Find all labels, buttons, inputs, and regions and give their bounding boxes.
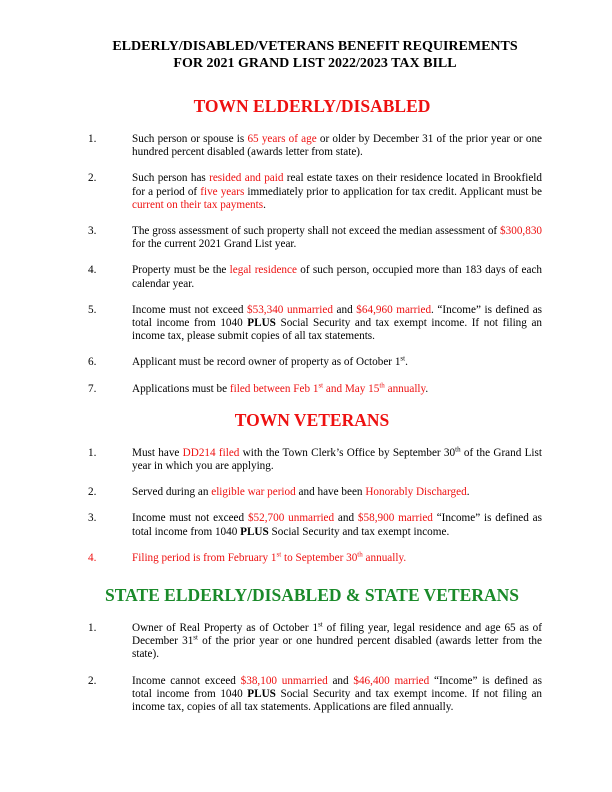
highlighted-text: DD214 filed — [182, 446, 240, 459]
item-number: 4. — [88, 551, 97, 564]
list-item — [82, 356, 542, 369]
text-run: and — [327, 674, 354, 687]
item-number: 3. — [88, 225, 97, 238]
item-text — [132, 225, 542, 251]
text-run: and — [332, 303, 357, 316]
item-text — [132, 447, 542, 473]
text-run: and have been — [295, 486, 366, 499]
item-number: 2. — [88, 674, 97, 687]
highlighted-text: Honorably Discharged — [365, 486, 467, 499]
list-item — [82, 380, 542, 396]
text-run: Owner of Real Property as of October 1 — [132, 622, 319, 635]
text-run: . “Income” is defined as total income from 1040 — [132, 303, 543, 330]
item-text — [132, 552, 542, 565]
item-text — [132, 622, 542, 662]
text-run: Filing period is from February 1 — [132, 551, 277, 564]
section-list-state — [82, 622, 542, 714]
text-run: of filing year, legal residence and age 65 as of December 31 — [132, 622, 542, 648]
highlighted-text: and May 15 — [323, 382, 380, 395]
highlighted-text: eligible war period — [211, 486, 296, 499]
text-run: Served during an — [132, 486, 212, 499]
text-run: real estate taxes on their residence located in Brookfield for a period of — [132, 172, 542, 198]
item-number: 1. — [88, 133, 97, 145]
list-item — [82, 552, 542, 565]
item-text — [132, 486, 542, 499]
item-number: 3. — [88, 512, 97, 525]
item-number: 5. — [88, 303, 97, 316]
text-run: PLUS — [247, 687, 276, 700]
text-run: . — [425, 382, 429, 395]
list-item — [82, 172, 542, 212]
item-text — [132, 172, 542, 212]
text-run: Such person has — [132, 172, 210, 185]
highlighted-text: filed between Feb 1 — [229, 382, 319, 395]
text-run: of the Grand List year in which you are applying. — [132, 446, 543, 473]
section-heading-town-veterans: TOWN VETERANS — [234, 409, 390, 430]
document-title — [68, 38, 562, 72]
text-run: st — [318, 620, 323, 629]
text-run: Income must not exceed — [132, 303, 248, 316]
highlighted-text: $64,960 married — [356, 303, 432, 316]
highlighted-text: resided and paid — [209, 172, 284, 185]
item-number: 1. — [88, 622, 97, 635]
item-text — [132, 356, 542, 369]
title-line-2: FOR 2021 GRAND LIST 2022/2023 TAX BILL — [173, 56, 457, 71]
text-run: Property must be the — [132, 264, 230, 277]
text-run: “Income” is defined as total income from 1040 — [132, 674, 543, 700]
text-run: PLUS — [240, 525, 269, 538]
text-run: or older by December 31 of the prior year or one hundred percent disabled (awards letter from state). — [132, 133, 543, 159]
section-list-town-veterans — [82, 447, 542, 565]
item-text — [132, 675, 542, 715]
item-number: 7. — [88, 382, 97, 395]
text-run: The gross assessment of such property shall not exceed the median assessment of — [132, 225, 501, 238]
text-run: Income cannot exceed — [132, 674, 241, 687]
list-item — [82, 447, 542, 473]
highlighted-text: $38,100 unmarried — [240, 674, 328, 687]
highlighted-text: $46,400 married — [353, 674, 430, 687]
text-run: st — [400, 354, 406, 363]
highlighted-text: annually — [384, 382, 426, 395]
highlighted-text: $53,340 unmarried — [247, 303, 333, 316]
text-run: Such person or spouse is — [132, 133, 248, 145]
item-number: 2. — [88, 486, 97, 499]
list-item — [82, 264, 542, 290]
text-run: of the prior year or one hundred percent disabled (awards letter from the state). — [132, 635, 542, 661]
text-run: th — [455, 445, 461, 454]
item-text — [132, 380, 542, 396]
text-run: and — [334, 512, 358, 525]
text-run: Social Security and tax exempt income. — [268, 525, 450, 538]
text-run: Social Security and tax exempt income. If not filing an income tax, please submit copies of all tax statements. — [132, 317, 543, 343]
text-run: Must have — [132, 446, 183, 459]
text-run: to September 30 — [281, 551, 358, 564]
highlighted-text: st — [318, 380, 324, 389]
text-run: immediately prior to application for tax credit. Applicant must be — [244, 185, 542, 198]
text-run: Income must not exceed — [132, 512, 248, 525]
text-run: . — [466, 486, 470, 499]
section-heading-state-elderly-disabled-veterans: STATE ELDERLY/DISABLED & STATE VETERANS — [105, 585, 519, 606]
text-run: PLUS — [247, 317, 276, 330]
text-run: “Income” is defined as total income from 1040 — [132, 512, 542, 538]
item-text — [132, 133, 542, 159]
highlighted-text: $300,830 — [500, 225, 542, 238]
text-run: . — [263, 198, 266, 211]
text-run: Applicant must be record owner of property as of October 1 — [132, 356, 401, 369]
text-run: with the Town Clerk’s Office by September 30 — [239, 446, 456, 459]
list-item — [82, 512, 542, 538]
highlighted-text: $58,900 married — [357, 512, 433, 525]
title-line-1: ELDERLY/DISABLED/VETERANS BENEFIT REQUIREMENTS — [112, 39, 518, 54]
list-item — [82, 225, 542, 251]
text-run: Social Security and tax exempt income. If not filing an income tax, copies of all tax statements. Applications are filed annually. — [132, 687, 543, 714]
text-run: of such person, occupied more than 183 days of each calendar year. — [132, 264, 543, 290]
highlighted-text: 65 years of age — [247, 133, 317, 145]
list-item — [82, 133, 542, 159]
item-text — [132, 264, 542, 290]
text-run: for the current 2021 Grand List year. — [132, 238, 297, 251]
list-item — [82, 675, 542, 715]
item-text — [132, 512, 542, 538]
item-number: 4. — [88, 264, 97, 277]
list-item — [82, 304, 542, 344]
item-text — [132, 304, 542, 344]
text-run: th — [357, 550, 363, 559]
text-run: st — [276, 550, 282, 559]
highlighted-text: five years — [200, 185, 245, 198]
highlighted-text: legal residence — [229, 264, 297, 277]
text-run: st — [193, 633, 198, 642]
text-run: annually. — [362, 551, 407, 564]
highlighted-text: $52,700 unmarried — [247, 512, 335, 525]
list-item — [82, 486, 542, 499]
text-run: Applications must be — [132, 382, 230, 395]
highlighted-text: current on their tax payments — [132, 198, 264, 211]
item-number: 6. — [88, 356, 97, 369]
section-list-town-elderly-disabled — [82, 133, 542, 396]
item-number: 2. — [88, 172, 97, 185]
text-run: . — [405, 356, 408, 369]
list-item — [82, 622, 542, 662]
item-number: 1. — [88, 446, 97, 459]
highlighted-text: th — [379, 380, 385, 389]
section-heading-town-elderly-disabled: TOWN ELDERLY/DISABLED — [193, 96, 431, 116]
